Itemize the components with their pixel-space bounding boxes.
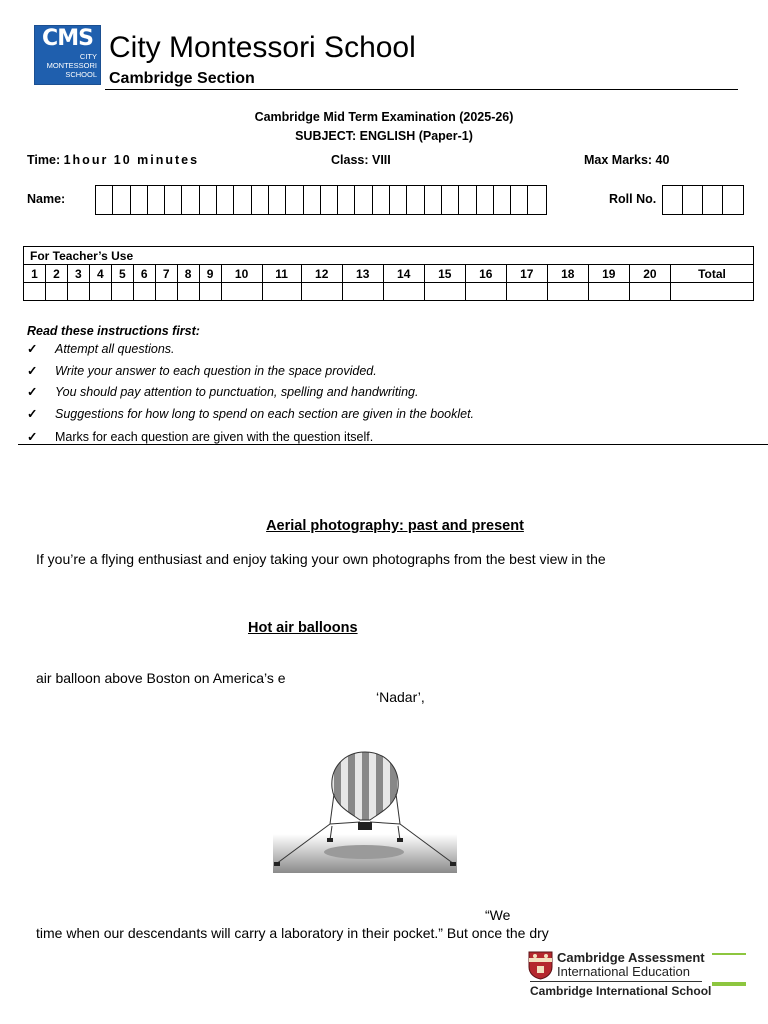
marks-cell[interactable] (465, 283, 506, 301)
name-box[interactable] (286, 186, 303, 214)
name-box[interactable] (113, 186, 130, 214)
max-marks: Max Marks: 40 (584, 153, 670, 167)
marks-cell[interactable] (155, 283, 177, 301)
name-box[interactable] (425, 186, 442, 214)
brand-line-2: International Education (557, 964, 690, 979)
teacher-table-caption: For Teacher’s Use (24, 247, 754, 265)
instruction-item: ✓ Suggestions for how long to spend on each section are given in the booklet. (27, 407, 475, 421)
passage-heading: Aerial photography: past and present (266, 518, 524, 534)
school-name: City Montessori School (109, 31, 416, 64)
question-number-cell: 15 (424, 265, 465, 283)
name-box[interactable] (252, 186, 269, 214)
name-box[interactable] (304, 186, 321, 214)
question-number-cell: 9 (199, 265, 221, 283)
passage-line: ‘Nadar’, (376, 689, 425, 705)
brand-line-3: Cambridge International School (530, 984, 712, 998)
name-box[interactable] (182, 186, 199, 214)
question-number-cell: 2 (45, 265, 67, 283)
name-box[interactable] (131, 186, 148, 214)
question-number-cell: 5 (111, 265, 133, 283)
name-box[interactable] (528, 186, 545, 214)
section-name: Cambridge Section (109, 70, 255, 87)
name-box[interactable] (200, 186, 217, 214)
question-number-cell: 17 (506, 265, 547, 283)
logo-text: CMS (42, 26, 93, 51)
question-number-cell: 20 (629, 265, 670, 283)
name-box[interactable] (269, 186, 286, 214)
marks-cell[interactable] (547, 283, 588, 301)
roll-label: Roll No. (609, 192, 657, 206)
marks-cell[interactable] (383, 283, 424, 301)
name-box[interactable] (165, 186, 182, 214)
name-label: Name: (27, 192, 66, 206)
name-box[interactable] (217, 186, 234, 214)
question-number-cell: 8 (177, 265, 199, 283)
marks-cell[interactable] (199, 283, 221, 301)
instructions-title: Read these instructions first: (27, 324, 200, 338)
roll-box[interactable] (723, 186, 743, 214)
passage-line: air balloon above Boston on America’s e (36, 670, 286, 686)
name-box[interactable] (477, 186, 494, 214)
name-box[interactable] (148, 186, 165, 214)
name-box[interactable] (494, 186, 511, 214)
marks-cell[interactable] (177, 283, 199, 301)
class-label: Class: VIII (331, 153, 391, 167)
brand-line-1: Cambridge Assessment (557, 950, 705, 965)
instruction-item: ✓ Attempt all questions. (27, 342, 175, 356)
marks-cell[interactable] (424, 283, 465, 301)
name-box[interactable] (234, 186, 251, 214)
marks-cell[interactable] (24, 283, 46, 301)
teacher-table-marks-row (24, 283, 754, 301)
name-box[interactable] (338, 186, 355, 214)
question-number-cell: 16 (465, 265, 506, 283)
marks-cell[interactable] (629, 283, 670, 301)
instruction-item: ✓ Marks for each question are given with the question itself. (27, 430, 374, 444)
question-number-cell: 19 (588, 265, 629, 283)
question-number-cell: 14 (383, 265, 424, 283)
marks-cell[interactable] (45, 283, 67, 301)
roll-box[interactable] (663, 186, 683, 214)
question-number-cell: 7 (155, 265, 177, 283)
accent-line (712, 953, 746, 955)
instructions-divider (18, 444, 768, 445)
brand-divider (530, 981, 702, 982)
hot-air-balloon-image (272, 748, 458, 874)
marks-cell[interactable] (111, 283, 133, 301)
instruction-item: ✓ You should pay attention to punctuation, spelling and handwriting. (27, 385, 419, 399)
school-logo (34, 25, 101, 85)
teacher-marks-table (23, 246, 754, 301)
marks-cell[interactable] (342, 283, 383, 301)
roll-box[interactable] (703, 186, 723, 214)
question-number-cell: 12 (301, 265, 342, 283)
roll-box[interactable] (683, 186, 703, 214)
exam-subject: SUBJECT: ENGLISH (Paper-1) (295, 129, 473, 143)
marks-cell[interactable] (67, 283, 89, 301)
accent-line (712, 982, 746, 986)
name-input-boxes[interactable] (95, 185, 547, 215)
marks-cell[interactable] (262, 283, 301, 301)
name-box[interactable] (442, 186, 459, 214)
name-box[interactable] (390, 186, 407, 214)
question-number-cell: 1 (24, 265, 46, 283)
question-number-cell: 4 (89, 265, 111, 283)
marks-cell[interactable] (506, 283, 547, 301)
question-number-cell: 13 (342, 265, 383, 283)
header-divider (105, 89, 738, 90)
teacher-table-header-row (24, 265, 754, 283)
marks-cell[interactable] (301, 283, 342, 301)
logo-subtext: CITY MONTESSORI SCHOOL (46, 52, 97, 79)
marks-cell[interactable] (89, 283, 111, 301)
question-number-cell: 18 (547, 265, 588, 283)
question-number-cell: 10 (221, 265, 262, 283)
passage-subheading: Hot air balloons (248, 620, 358, 636)
marks-cell[interactable] (671, 283, 754, 301)
question-number-cell: 3 (67, 265, 89, 283)
marks-cell[interactable] (133, 283, 155, 301)
instruction-item: ✓ Write your answer to each question in the space provided. (27, 364, 377, 378)
question-number-cell: 11 (262, 265, 301, 283)
name-box[interactable] (321, 186, 338, 214)
time-allowed: Time: 1hour 10 minutes (27, 153, 200, 167)
roll-number-boxes[interactable] (662, 185, 744, 215)
question-number-cell: 6 (133, 265, 155, 283)
marks-cell[interactable] (221, 283, 262, 301)
name-box[interactable] (511, 186, 528, 214)
cambridge-shield-icon (528, 951, 553, 980)
exam-title: Cambridge Mid Term Examination (2025-26) (254, 110, 514, 124)
passage-line: “We (485, 907, 511, 923)
passage-intro: If you’re a flying enthusiast and enjoy taking your own photographs from the best view in the (36, 551, 606, 567)
name-box[interactable] (459, 186, 476, 214)
marks-cell[interactable] (588, 283, 629, 301)
name-box[interactable] (96, 186, 113, 214)
name-box[interactable] (355, 186, 372, 214)
name-box[interactable] (373, 186, 390, 214)
question-number-cell: Total (671, 265, 754, 283)
name-box[interactable] (407, 186, 424, 214)
passage-line: time when our descendants will carry a laboratory in their pocket.” But once the dry (36, 925, 549, 941)
